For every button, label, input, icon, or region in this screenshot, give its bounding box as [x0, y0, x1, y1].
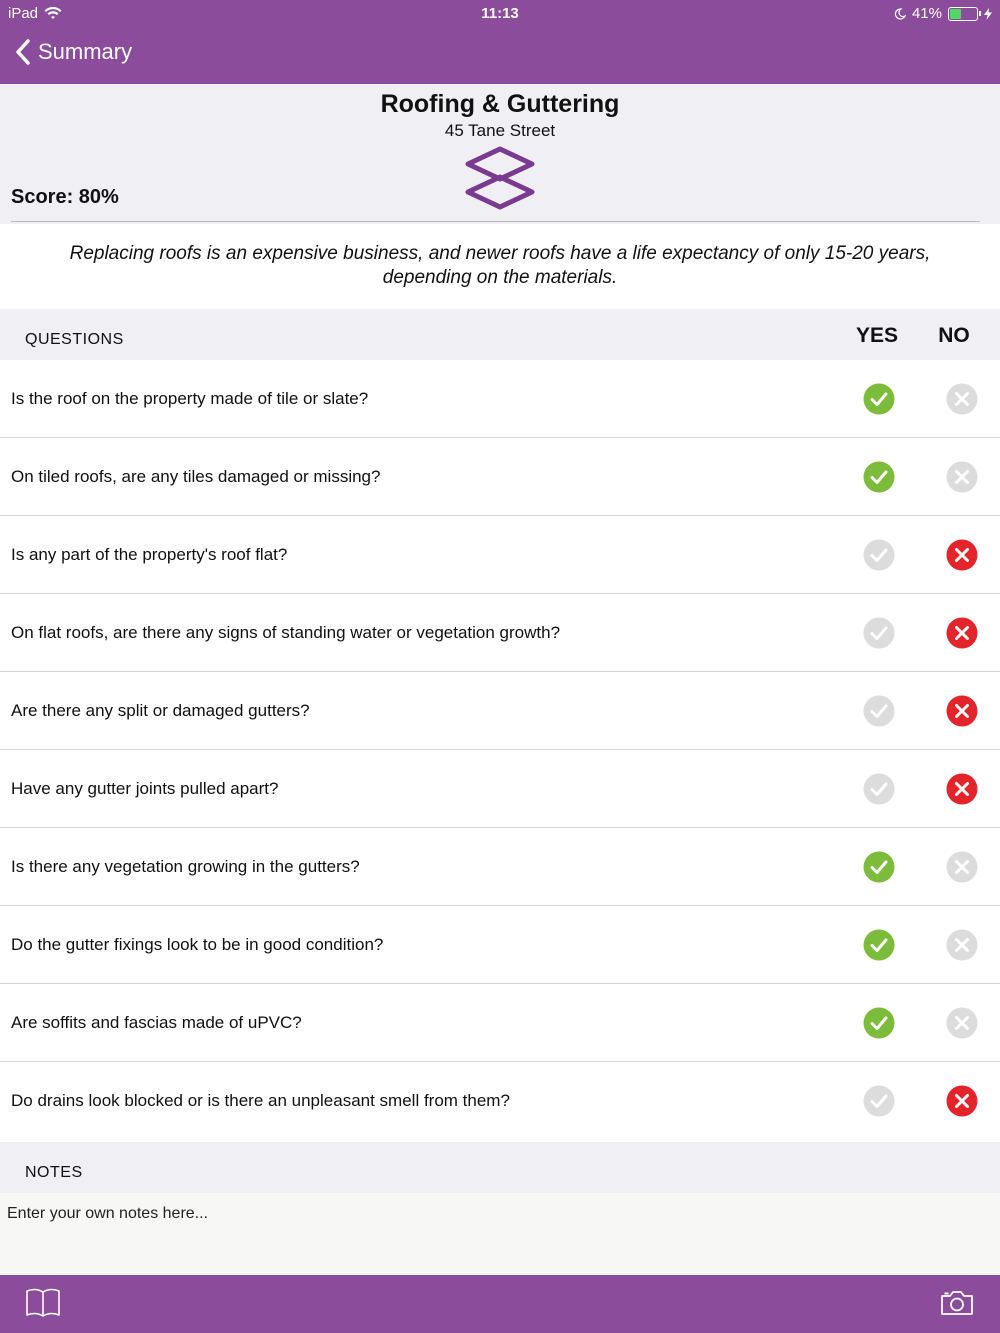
moon-icon: [894, 8, 906, 20]
intro-text: Replacing roofs is an expensive business, and newer roofs have a life expectancy of only 15-20 years, depending on the materials.: [0, 224, 1000, 309]
charging-icon: [984, 8, 992, 20]
check-icon: [863, 461, 895, 493]
check-icon: [863, 539, 895, 571]
battery-level: [950, 9, 961, 19]
question-text: Are soffits and fascias made of uPVC?: [11, 1013, 302, 1032]
section-header: [0, 84, 1000, 224]
question-row: [0, 828, 1000, 906]
no-button[interactable]: [946, 383, 978, 415]
cross-icon: [946, 929, 978, 961]
cross-icon: [946, 1085, 978, 1117]
check-icon: [863, 851, 895, 883]
score-value: Score: 80%: [11, 186, 119, 208]
notes-input[interactable]: [0, 1193, 1000, 1275]
no-button[interactable]: [946, 461, 978, 493]
notes-label: NOTES: [25, 1164, 83, 1181]
cross-icon: [946, 383, 978, 415]
question-text: Is any part of the property's roof flat?: [11, 545, 288, 564]
cross-icon: [946, 539, 978, 571]
question-text: Do the gutter fixings look to be in good condition?: [11, 935, 384, 954]
cross-icon: [946, 851, 978, 883]
yes-button[interactable]: [863, 1007, 895, 1039]
no-column-label: NO: [938, 324, 970, 347]
question-row: [0, 1062, 1000, 1140]
check-icon: [863, 929, 895, 961]
back-button[interactable]: [14, 38, 132, 66]
cross-icon: [946, 617, 978, 649]
question-row: [0, 672, 1000, 750]
question-row: [0, 360, 1000, 438]
question-row: [0, 594, 1000, 672]
check-icon: [863, 695, 895, 727]
bottom-toolbar: [0, 1275, 1000, 1333]
no-button[interactable]: [946, 1085, 978, 1117]
status-bar: [0, 0, 1000, 28]
yes-button[interactable]: [863, 1085, 895, 1117]
check-icon: [863, 383, 895, 415]
yes-button[interactable]: [863, 461, 895, 493]
no-button[interactable]: [946, 539, 978, 571]
top-bar: [0, 0, 1000, 84]
back-label: Summary: [38, 39, 133, 64]
yes-button[interactable]: [863, 929, 895, 961]
no-button[interactable]: [946, 929, 978, 961]
battery-percent: 41%: [911, 5, 942, 22]
question-text: Have any gutter joints pulled apart?: [11, 779, 279, 798]
questions-list: [0, 360, 1000, 1140]
no-button[interactable]: [946, 695, 978, 727]
cross-icon: [946, 773, 978, 805]
question-row: [0, 984, 1000, 1062]
question-text: Do drains look blocked or is there an unpleasant smell from them?: [11, 1091, 510, 1110]
book-icon[interactable]: [25, 1287, 61, 1319]
question-text: On flat roofs, are there any signs of standing water or vegetation growth?: [11, 623, 561, 642]
question-text: Is the roof on the property made of tile or slate?: [11, 389, 369, 408]
yes-button[interactable]: [863, 773, 895, 805]
check-icon: [863, 617, 895, 649]
yes-column-label: YES: [855, 324, 899, 347]
no-button[interactable]: [946, 773, 978, 805]
question-text: Are there any split or damaged gutters?: [11, 701, 310, 720]
questions-label: QUESTIONS: [25, 331, 124, 348]
yes-button[interactable]: [863, 851, 895, 883]
battery-icon: [948, 7, 978, 21]
yes-button[interactable]: [863, 617, 895, 649]
check-icon: [863, 1085, 895, 1117]
header-divider: [11, 221, 980, 222]
chevron-left-icon: [14, 38, 32, 66]
questions-header: [0, 309, 1000, 360]
stacked-diamonds-icon: [462, 146, 538, 212]
no-button[interactable]: [946, 617, 978, 649]
camera-icon[interactable]: [940, 1289, 974, 1317]
no-button[interactable]: [946, 851, 978, 883]
check-icon: [863, 1007, 895, 1039]
question-text: On tiled roofs, are any tiles damaged or missing?: [11, 467, 381, 486]
cross-icon: [946, 695, 978, 727]
no-button[interactable]: [946, 1007, 978, 1039]
cross-icon: [946, 1007, 978, 1039]
question-row: [0, 438, 1000, 516]
notes-header: [0, 1142, 1000, 1193]
page-title: Roofing & Guttering: [380, 90, 620, 118]
question-row: [0, 750, 1000, 828]
device-name: iPad: [8, 5, 39, 22]
property-address: 45 Tane Street: [444, 121, 556, 140]
question-row: [0, 516, 1000, 594]
question-text: Is there any vegetation growing in the gutters?: [11, 857, 360, 876]
yes-button[interactable]: [863, 695, 895, 727]
check-icon: [863, 773, 895, 805]
question-row: [0, 906, 1000, 984]
status-time: 11:13: [481, 5, 519, 22]
yes-button[interactable]: [863, 383, 895, 415]
yes-button[interactable]: [863, 539, 895, 571]
cross-icon: [946, 461, 978, 493]
